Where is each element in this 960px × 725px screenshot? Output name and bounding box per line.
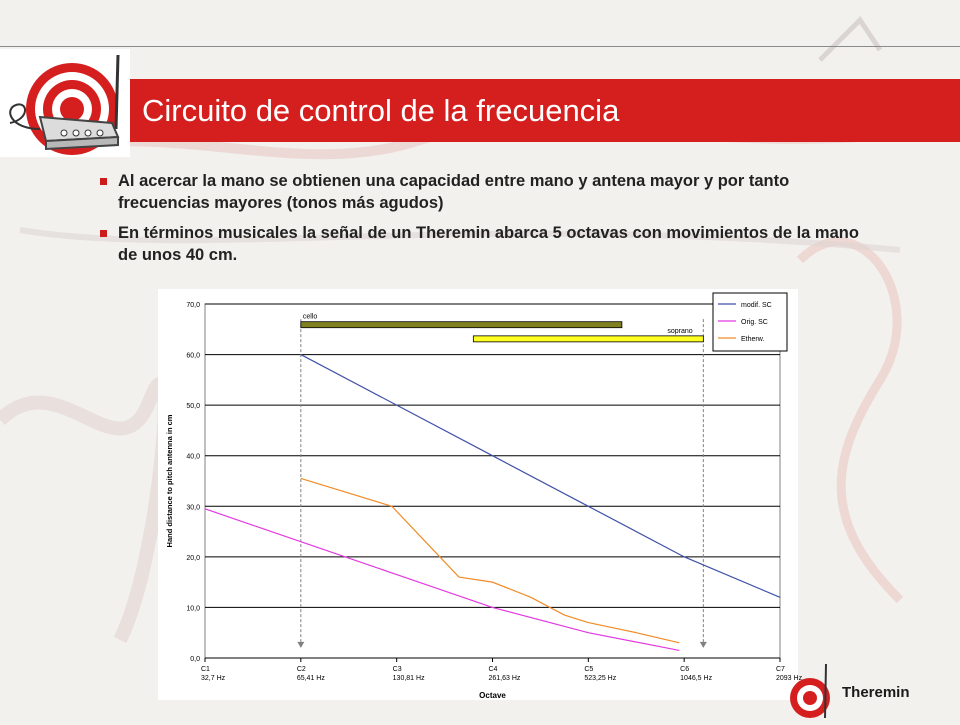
y-tick-label: 50,0 <box>186 403 200 411</box>
x-axis-title: Octave <box>479 691 506 700</box>
x-tick-note: C3 <box>392 666 402 673</box>
range-label-soprano: soprano <box>667 327 693 335</box>
top-rule <box>0 46 960 47</box>
bullet-text: En términos musicales la señal de un Theremin abarca 5 octavas con movimientos de la mano de unos 40 cm. <box>118 224 859 264</box>
range-bar-soprano <box>473 336 703 342</box>
x-tick-note: C7 <box>776 666 785 673</box>
range-label-cello: cello <box>302 313 318 321</box>
chart <box>158 289 803 700</box>
slide-title: Circuito de control de la frecuencia <box>142 93 620 128</box>
x-tick-freq: 65,41 Hz <box>296 675 325 682</box>
bullet-marker <box>100 178 107 185</box>
title-band <box>130 79 960 142</box>
y-tick-label: 0,0 <box>190 656 200 663</box>
chart-svg <box>158 289 803 700</box>
x-tick-freq: 2093 Hz <box>776 675 803 682</box>
x-tick-freq: 523,25 Hz <box>584 675 617 682</box>
x-tick-note: C6 <box>680 666 690 673</box>
router-antenna-icon <box>0 49 130 157</box>
bullet-list <box>100 170 860 274</box>
x-tick-note: C4 <box>488 666 498 673</box>
y-tick-label: 60,0 <box>186 352 200 360</box>
legend-label: Orig. SC <box>741 319 768 326</box>
y-tick-label: 30,0 <box>186 504 200 512</box>
bullet-text: Al acercar la mano se obtienen una capacidad entre mano y antena mayor y por tanto frecuencias mayores (tonos más agudos) <box>118 172 790 212</box>
range-bar-cello <box>301 322 622 328</box>
bullet-marker <box>100 230 107 237</box>
x-tick-note: C2 <box>296 666 306 673</box>
y-tick-label: 10,0 <box>186 605 200 613</box>
x-tick-freq: 32,7 Hz <box>201 675 226 682</box>
plot-area <box>205 304 780 658</box>
x-tick-note: C5 <box>584 666 594 673</box>
bullet-item <box>100 170 860 214</box>
router-antenna-icon <box>792 660 832 720</box>
footer-title: Theremin <box>842 684 910 701</box>
y-tick-label: 20,0 <box>186 554 200 562</box>
bullet-item <box>100 222 860 266</box>
x-tick-note: C1 <box>201 666 210 673</box>
x-tick-freq: 261,63 Hz <box>488 675 521 682</box>
y-axis-title: Hand distance to pitch antenna in cm <box>165 414 174 548</box>
y-tick-label: 70,0 <box>186 302 200 309</box>
legend-label: modif. SC <box>741 302 772 309</box>
footer-logo <box>792 660 832 720</box>
logo <box>0 49 130 157</box>
x-tick-freq: 1046,5 Hz <box>680 675 713 682</box>
x-tick-freq: 130,81 Hz <box>392 675 425 682</box>
legend-label: Etherw. <box>741 336 765 343</box>
y-tick-label: 40,0 <box>186 453 200 461</box>
